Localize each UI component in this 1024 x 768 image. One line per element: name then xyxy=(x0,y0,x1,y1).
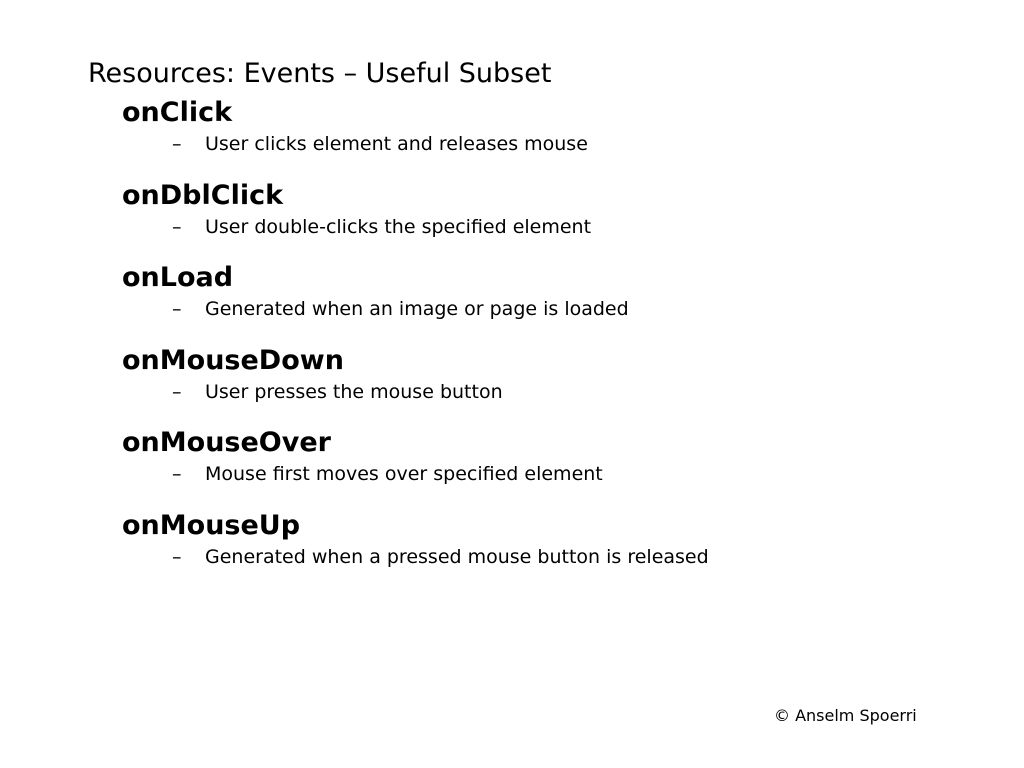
event-item-onmouseover xyxy=(122,426,603,509)
bullet-dash: – xyxy=(172,133,182,155)
event-description-row xyxy=(172,132,588,156)
copyright-footer: © Anselm Spoerri xyxy=(774,706,917,725)
event-description-row xyxy=(172,215,591,239)
event-item-onload xyxy=(122,261,629,344)
event-name: onMouseOver xyxy=(122,427,331,459)
event-description-row xyxy=(172,297,629,321)
event-description: Mouse first moves over specified element xyxy=(205,463,603,486)
event-description-row xyxy=(172,462,603,486)
event-description: User clicks element and releases mouse xyxy=(205,133,588,155)
event-name: onDblClick xyxy=(122,179,284,211)
event-description: User double-clicks the specified element xyxy=(205,215,592,238)
event-description: Generated when a pressed mouse button is released xyxy=(205,545,709,568)
bullet-dash: – xyxy=(172,545,182,568)
bullet-dash: – xyxy=(172,380,182,403)
event-item-ondblclick xyxy=(122,179,592,262)
event-item-onclick xyxy=(122,96,588,179)
bullet-dash: – xyxy=(172,215,182,238)
event-name: onClick xyxy=(122,97,233,128)
event-name: onLoad xyxy=(122,262,234,294)
event-description: User presses the mouse button xyxy=(205,380,503,403)
event-name: onMouseUp xyxy=(122,509,301,541)
event-item-onmouseup xyxy=(122,509,709,592)
event-item-onmousedown xyxy=(122,344,503,427)
event-list xyxy=(122,96,709,592)
event-description: Generated when an image or page is loaded xyxy=(205,298,629,321)
bullet-dash: – xyxy=(172,463,182,486)
event-description-row xyxy=(172,380,503,404)
slide-title: Resources: Events – Useful Subset xyxy=(88,58,552,90)
bullet-dash: – xyxy=(172,298,182,321)
event-name: onMouseDown xyxy=(122,344,344,376)
event-description-row xyxy=(172,545,709,569)
